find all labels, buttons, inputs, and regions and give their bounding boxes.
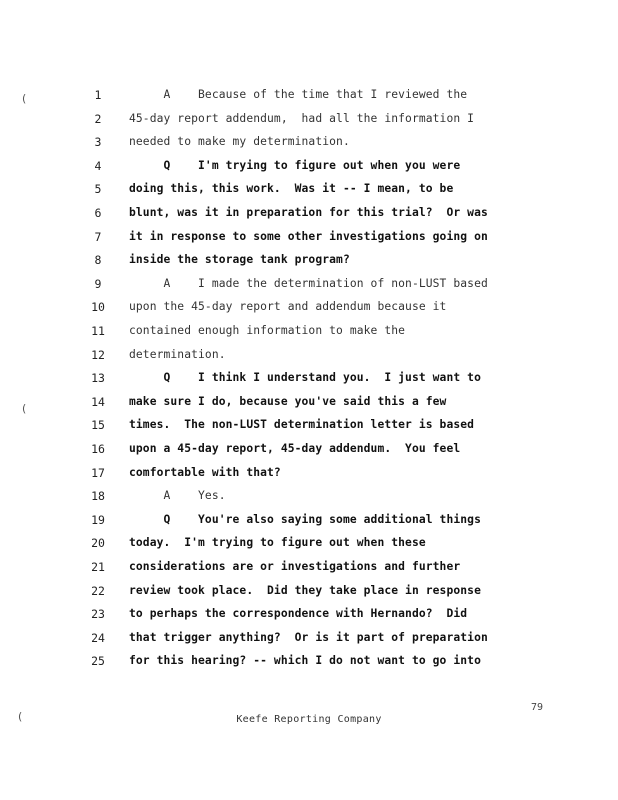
binding-mark: ( [18, 710, 23, 723]
answer-line: contained enough information to make the [129, 324, 406, 337]
line-number: 8 [94, 253, 102, 267]
line-number: 13 [91, 371, 105, 385]
line-number: 12 [91, 348, 105, 362]
question-line: upon a 45-day report, 45-day addendum. You feel [129, 442, 461, 455]
line-number: 11 [91, 324, 105, 338]
answer-line: determination. [129, 348, 226, 361]
line-number: 18 [91, 489, 105, 503]
answer-line: A Because of the time that I reviewed the [129, 88, 468, 101]
question-line: blunt, was it in preparation for this trial? Or was [129, 206, 488, 219]
binding-mark: ( [22, 92, 27, 105]
answer-line: A I made the determination of non-LUST based [129, 277, 488, 290]
question-line: comfortable with that? [129, 466, 281, 479]
answer-line: A Yes. [129, 489, 226, 502]
page-number: 79 [531, 702, 544, 713]
line-number: 2 [94, 112, 102, 126]
line-number: 19 [91, 513, 105, 527]
question-line: Q I think I understand you. I just want to [129, 371, 481, 384]
question-line: review took place. Did they take place in response [129, 584, 481, 597]
question-line: Q I'm trying to figure out when you were [129, 159, 461, 172]
line-number: 17 [91, 466, 105, 480]
line-number: 1 [94, 88, 102, 102]
question-line: for this hearing? -- which I do not want to go into [129, 654, 481, 667]
question-line: considerations are or investigations and further [129, 560, 461, 573]
line-number: 24 [91, 631, 105, 645]
line-number: 10 [91, 300, 105, 314]
line-number: 4 [94, 159, 102, 173]
question-line: times. The non-LUST determination letter is based [129, 418, 475, 431]
line-number: 25 [91, 654, 105, 668]
question-line: Q You're also saying some additional things [129, 513, 481, 526]
question-line: make sure I do, because you've said this a few [129, 395, 447, 408]
question-line: that trigger anything? Or is it part of preparation [129, 631, 488, 644]
line-number: 23 [91, 607, 105, 621]
answer-line: upon the 45-day report and addendum because it [129, 300, 447, 313]
line-number: 3 [94, 135, 102, 149]
question-line: today. I'm trying to figure out when these [129, 536, 426, 549]
line-number: 7 [94, 230, 102, 244]
line-number: 9 [94, 277, 102, 291]
line-number: 22 [91, 584, 105, 598]
binding-mark: ( [22, 402, 27, 415]
question-line: inside the storage tank program? [129, 253, 350, 266]
line-number: 14 [91, 395, 105, 409]
line-number: 20 [91, 536, 105, 550]
line-number: 6 [94, 206, 102, 220]
line-number: 21 [91, 560, 105, 574]
footer-company: Keefe Reporting Company [236, 714, 382, 725]
question-line: to perhaps the correspondence with Hernando? Did [129, 607, 468, 620]
answer-line: 45-day report addendum, had all the information I [129, 112, 475, 125]
answer-line: needed to make my determination. [129, 135, 350, 148]
line-number: 5 [94, 182, 102, 196]
line-number: 16 [91, 442, 105, 456]
question-line: it in response to some other investigations going on [129, 230, 488, 243]
question-line: doing this, this work. Was it -- I mean, to be [129, 182, 454, 195]
line-number: 15 [91, 418, 105, 432]
